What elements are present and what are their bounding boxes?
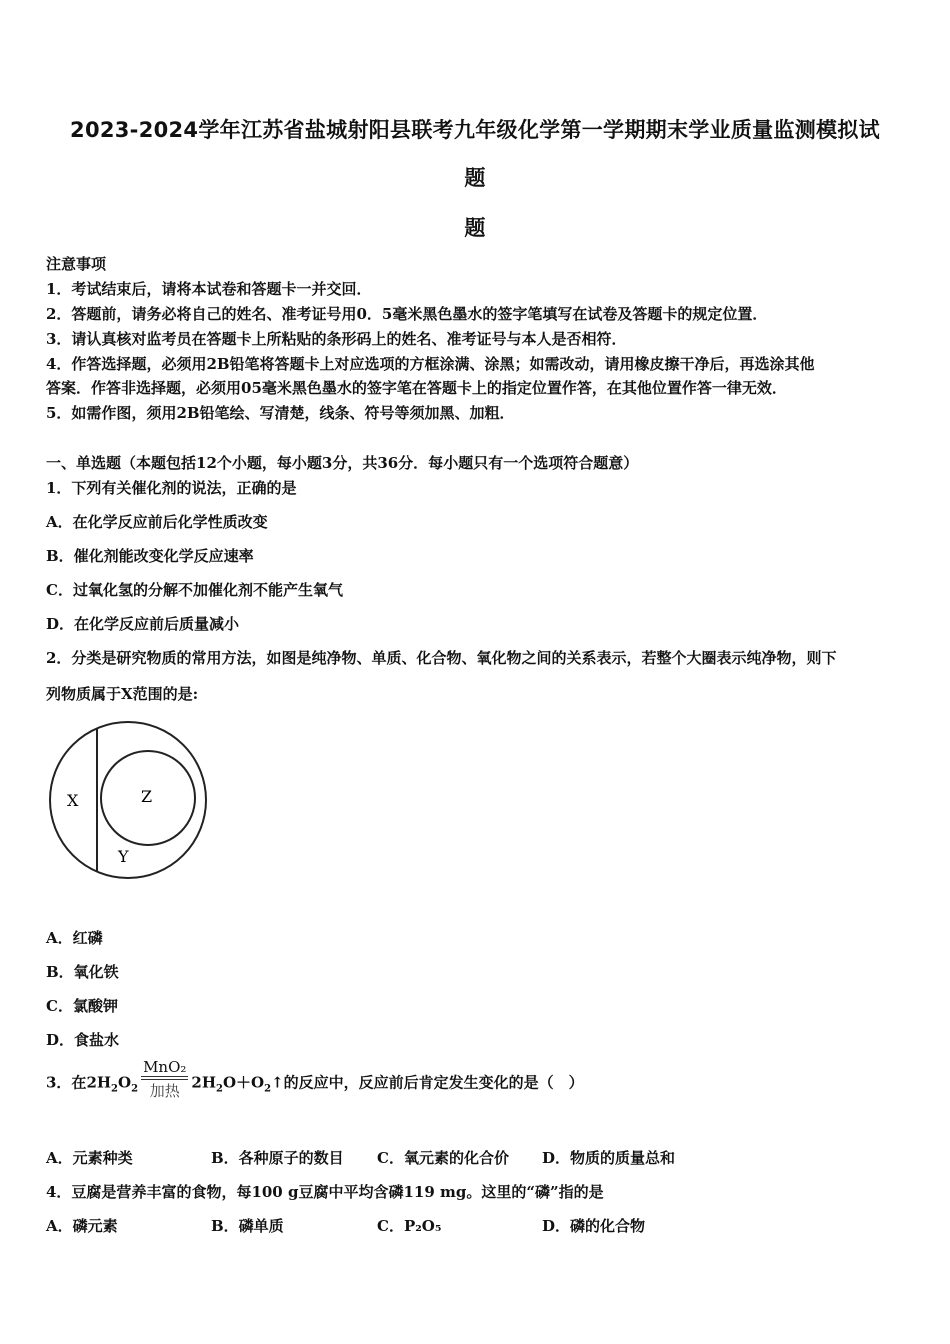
notice-item-1: 1．考试结束后，请将本试卷和答题卡一并交回． (46, 280, 372, 298)
notice-item-3: 3．请认真核对监考员在答题卡上所粘贴的条形码上的姓名、准考证号与本人是否相符． (46, 330, 627, 348)
question-2-option-d: D．食盐水 (46, 1031, 120, 1049)
question-2-stem: 2．分类是研究物质的常用方法，如图是纯净物、单质、化合物、氧化物之间的关系表示，若整个大圈表示纯净物，则下 (46, 649, 837, 667)
question-4-option-b: B．磷单质 (211, 1217, 284, 1235)
section-heading: 一、单选题（本题包括12个小题，每小题3分，共36分．每小题只有一个选项符合题意） (46, 454, 639, 472)
question-1-stem: 1．下列有关催化剂的说法，正确的是 (46, 479, 297, 497)
question-4-stem: 4．豆腐是营养丰富的食物，每100 g豆腐中平均含磷119 mg。这里的“磷”指的是 (46, 1183, 604, 1201)
question-2-option-c: C．氯酸钾 (46, 997, 118, 1015)
classification-venn-diagram (42, 718, 212, 884)
catalyst-label: MnO₂ (143, 1058, 187, 1076)
question-1-option-b: B．催化剂能改变化学反应速率 (46, 547, 254, 565)
notice-item-4-cont: 答案．作答非选择题，必须用05毫米黑色墨水的签字笔在答题卡上的指定位置作答，在其他位置作答一律无效． (46, 379, 787, 397)
notice-item-2: 2．答题前，请务必将自己的姓名、准考证号用0．5毫米黑色墨水的签字笔填写在试卷及答题卡的规定位置． (46, 305, 768, 323)
question-3-stem: 3．在$2H_2O_2$ MnO₂ 加热 $2H_2O+O_2↑$的反应中，反应前后肯定发生变化的是（ ） (46, 1058, 584, 1100)
notice-item-5: 5．如需作图，须用2B铅笔绘、写清楚，线条、符号等须加黑、加粗． (46, 404, 515, 422)
question-2-option-a: A．红磷 (46, 929, 103, 947)
notice-heading: 注意事项 (46, 255, 107, 273)
heating-label: 加热 (149, 1082, 180, 1100)
question-1-option-c: C．过氧化氢的分解不加催化剂不能产生氧气 (46, 581, 343, 599)
question-4-option-c: C．P₂O₅ (377, 1217, 442, 1235)
label-x: X (67, 791, 79, 810)
page-subtitle: 题 (464, 216, 486, 240)
page-title-continuation: 题 (464, 166, 486, 190)
question-3-option-b: B．各种原子的数目 (211, 1149, 344, 1167)
question-2-option-b: B．氧化铁 (46, 963, 119, 981)
question-4-option-d: D．磷的化合物 (542, 1217, 646, 1235)
label-z: Z (141, 787, 153, 806)
question-1-option-a: A．在化学反应前后化学性质改变 (46, 513, 268, 531)
question-3-option-d: D．物质的质量总和 (542, 1149, 676, 1167)
question-4-option-a: A．磷元素 (46, 1217, 118, 1235)
question-3-option-c: C．氧元素的化合价 (377, 1149, 509, 1167)
question-2-stem-cont: 列物质属于X范围的是: (46, 685, 199, 703)
page-title: 2023-2024学年江苏省盐城射阳县联考九年级化学第一学期期末学业质量监测模拟试 (70, 118, 880, 142)
label-y: Y (118, 847, 129, 866)
question-1-option-d: D．在化学反应前后质量减小 (46, 615, 240, 633)
notice-item-4: 4．作答选择题，必须用2B铅笔将答题卡上对应选项的方框涂满、涂黑；如需改动，请用橡皮擦干净后，再选涂其他 (46, 355, 815, 373)
reaction-condition (141, 1058, 188, 1101)
question-3-option-a: A．元素种类 (46, 1149, 133, 1167)
